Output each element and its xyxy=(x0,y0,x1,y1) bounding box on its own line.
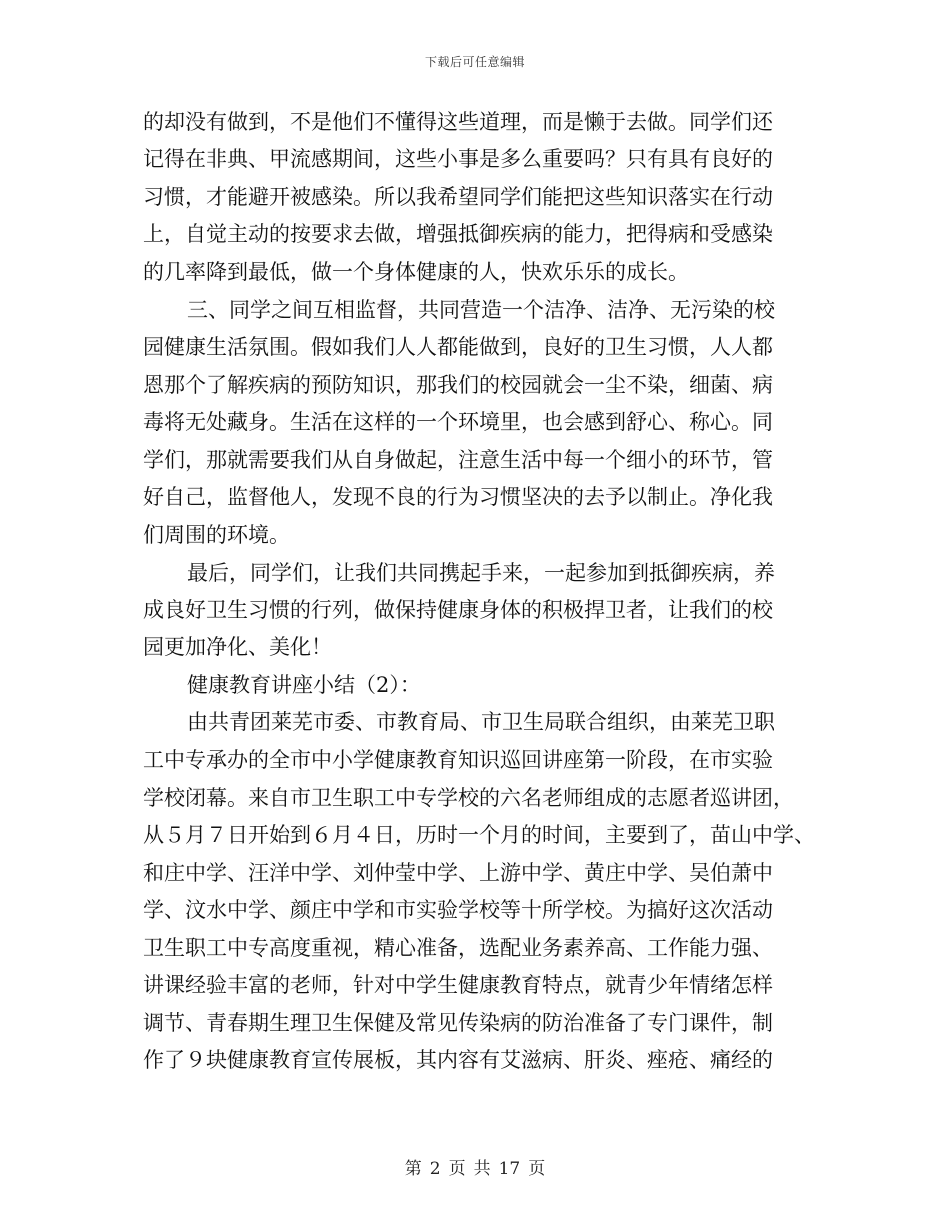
paragraph-line: 卫生职工中专高度重视，精心准备，选配业务素养高、工作能力强、 xyxy=(143,936,773,960)
page-number: 2 xyxy=(429,1159,441,1179)
paragraph-line: 上，自觉主动的按要求去做，增强抵御疾病的能力，把得病和受感染 xyxy=(143,222,773,246)
total-pages: 17 xyxy=(498,1159,521,1179)
paragraph-line: 园健康生活氛围。假如我们人人都能做到，良好的卫生习惯，人人都 xyxy=(143,335,773,359)
paragraph-line: 的几率降到最低，做一个身体健康的人，快欢乐乐的成长。 xyxy=(143,260,689,284)
total-unit: 页 xyxy=(528,1159,546,1179)
paragraph-line: 们周围的环境。 xyxy=(143,523,290,547)
paragraph-line: 和庄中学、汪洋中学、刘仲莹中学、上游中学、黄庄中学、吴伯萧中 xyxy=(143,861,773,885)
paragraph-line: 成良好卫生习惯的行列，做保持健康身体的积极捍卫者，让我们的校 xyxy=(143,598,773,622)
paragraph-line: 记得在非典、甲流感期间，这些小事是多么重要吗？只有具有良好的 xyxy=(143,147,773,171)
page-footer xyxy=(0,1154,950,1179)
total-label: 共 xyxy=(473,1159,491,1179)
paragraph-line: 园更加净化、美化！ xyxy=(143,635,332,659)
paragraph-line: 学校闭幕。来自市卫生职工中专学校的六名老师组成的志愿者巡讲团， xyxy=(143,786,794,810)
paragraph-line: 工中专承办的全市中小学健康教育知识巡回讲座第一阶段，在市实验 xyxy=(143,748,773,772)
paragraph-line: 习惯，才能避开被感染。所以我希望同学们能把这些知识落实在行动 xyxy=(143,185,773,209)
page-unit: 页 xyxy=(448,1159,466,1179)
paragraph-line: 学们，那就需要我们从自身做起，注意生活中每一个细小的环节，管 xyxy=(143,448,773,472)
page-label: 第 xyxy=(404,1159,422,1179)
paragraph-line: 讲课经验丰富的老师，针对中学生健康教育特点，就青少年情绪怎样 xyxy=(143,973,773,997)
paragraph-line: 的却没有做到，不是他们不懂得这些道理，而是懒于去做。同学们还 xyxy=(143,110,773,134)
paragraph-line: 毒将无处藏身。生活在这样的一个环境里，也会感到舒心、称心。同 xyxy=(143,410,773,434)
section-heading: 健康教育讲座小结（2）： xyxy=(187,673,421,697)
paragraph-line: 好自己，监督他人，发现不良的行为习惯坚决的去予以制止。净化我 xyxy=(143,485,773,509)
paragraph-line: 调节、青春期生理卫生保健及常见传染病的防治准备了专门课件，制 xyxy=(143,1011,773,1035)
page-header: 下载后可任意编辑 xyxy=(424,55,525,69)
paragraph-line: 从５月７日开始到６月４日，历时一个月的时间，主要到了，苗山中学、 xyxy=(143,823,815,847)
paragraph-line: 最后，同学们，让我们共同携起手来，一起参加到抵御疾病，养 xyxy=(187,561,775,585)
paragraph-line: 恩那个了解疾病的预防知识，那我们的校园就会一尘不染，细菌、病 xyxy=(143,373,773,397)
paragraph-line: 学、汶水中学、颜庄中学和市实验学校等十所学校。为搞好这次活动 xyxy=(143,898,773,922)
paragraph-line: 由共青团莱芜市委、市教育局、市卫生局联合组织，由莱芜卫职 xyxy=(187,710,775,734)
paragraph-line: 作了９块健康教育宣传展板，其内容有艾滋病、肝炎、痤疮、痛经的 xyxy=(143,1048,773,1072)
paragraph-line: 三、同学之间互相监督，共同营造一个洁净、洁净、无污染的校 xyxy=(187,298,775,322)
